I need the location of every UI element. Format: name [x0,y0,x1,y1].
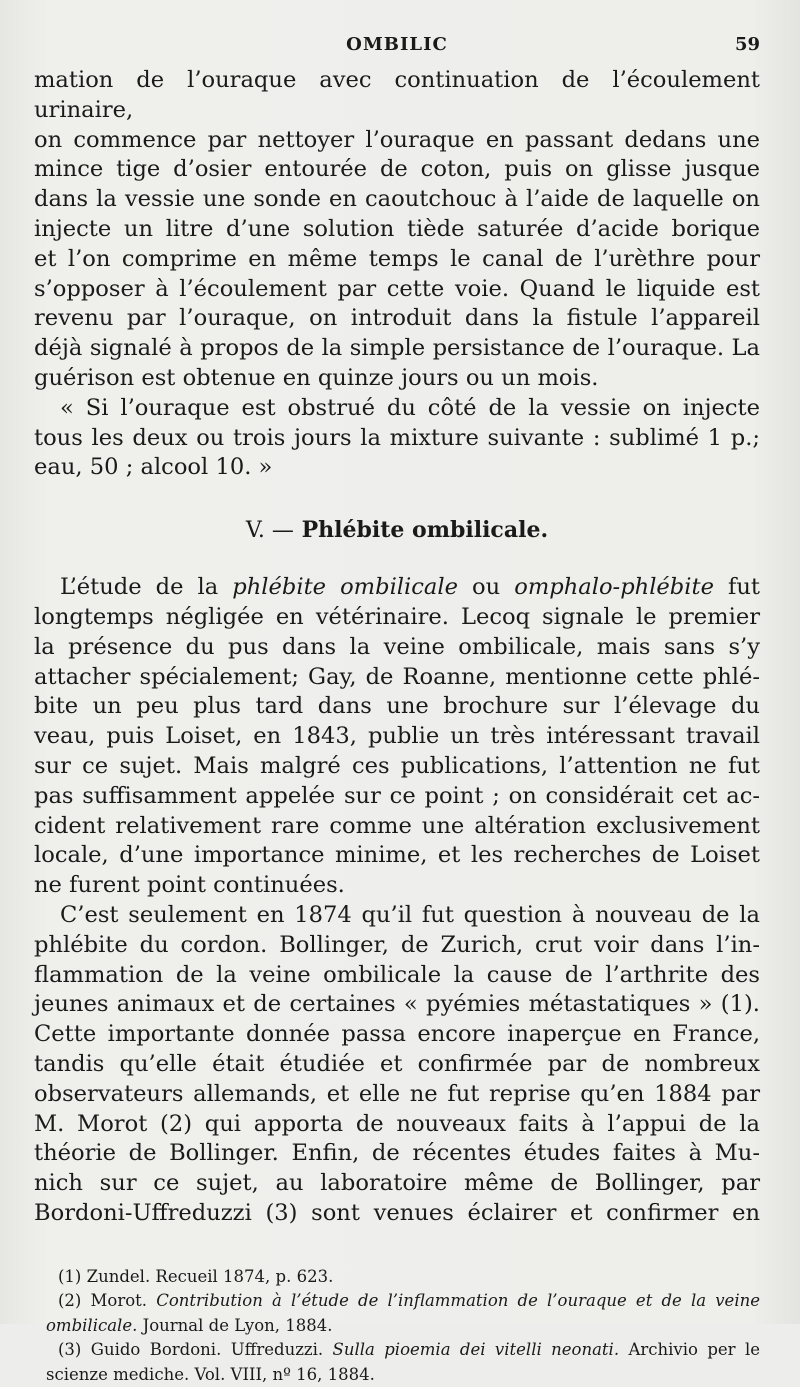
text-line: la présence du pus dans la veine ombilicale, mais sans s’y [34,633,760,660]
text-run: fut [728,574,760,601]
footnote-author: (2) Morot. [58,1291,148,1311]
footnotes [34,1265,760,1387]
text-line: pas suffisamment appelée sur ce point ; on considérait cet ac- [34,782,760,809]
text-line: tous les deux ou trois jours la mixture suivante : sublimé 1 p.; [34,424,760,451]
text-line: injecte un litre d’une solution tiède saturée d’acide borique [34,215,760,242]
text-line: Bordoni-Uffreduzzi (3) sont venues éclairer et confirmer en [34,1199,760,1226]
text-line: et l’on comprime en même temps le canal de l’urèthre pour [34,245,760,272]
text-line: nich sur ce sujet, au laboratoire même de Bollinger, par [34,1170,760,1197]
text-line: longtemps négligée en vétérinaire. Lecoq signale le premier [34,603,760,630]
section-heading [34,517,760,543]
text-line: ne furent point continuées. [34,872,345,899]
running-header [34,26,760,66]
text-line: théorie de Bollinger. Enfin, de récentes études faites à Mu- [34,1140,760,1167]
paragraph-4 [34,901,760,1229]
text-line: tandis qu’elle était étudiée et confirmée par de nombreux [34,1050,760,1077]
text-line: flammation de la veine ombilicale la cause de l’arthrite des [34,961,760,988]
paragraph-1 [34,66,760,394]
text-line: bite un peu plus tard dans une brochure sur l’élevage du [34,693,760,720]
text-line: déjà signalé à propos de la simple persistance de l’ouraque. La [34,335,760,362]
footnote-1: (1) Zundel. Recueil 1874, p. 623. [58,1266,334,1286]
text-line: phlébite du cordon. Bollinger, de Zurich, crut voir dans l’in- [34,931,760,958]
page-number: 59 [734,34,760,55]
running-title: OMBILIC [346,34,448,55]
text-line: mation de l’ouraque avec continuation de l’écoulement urinaire, [34,67,760,123]
text-line: on commence par nettoyer l’ouraque en passant dedans une [34,126,760,153]
text-line: C’est seulement en 1874 qu’il fut question à nouveau de la [60,901,760,928]
text-line: attacher spécialement; Gay, de Roanne, mentionne cette phlé- [34,663,760,690]
italic-term: omphalo-phlébite [514,574,714,601]
text-line: jeunes animaux et de certaines « pyémies métastatiques » (1). [34,991,760,1018]
text-line: « Si l’ouraque est obstrué du côté de la vessie on injecte [60,394,760,421]
text-line: mince tige d’osier entourée de coton, puis on glisse jusque [34,156,760,183]
footnote-source: Journal de Lyon, 1884. [142,1315,333,1335]
text-run: ou [472,574,501,601]
section-number: V. — [245,518,294,544]
text-line: cident relativement rare comme une altération exclusivement [34,812,760,839]
italic-term: phlébite ombilicale [232,574,458,601]
footnote-3 [34,1338,760,1387]
paragraph-3 [34,573,760,901]
footnote-source: Archivio per le scienze mediche. Vol. VIII, nº 16, 1884. [46,1340,761,1384]
text-line: s’opposer à l’écoulement par cette voie. Quand le liquide est [34,275,760,302]
section-title: Phlébite ombilicale. [301,517,549,544]
text-line: revenu par l’ouraque, on introduit dans la fistule l’appareil [34,305,760,332]
paragraph-2 [34,394,760,483]
footnote-title: Sulla pioemia dei vitelli neonati. [332,1340,620,1360]
text-line: Cette importante donnée passa encore inaperçue en France, [34,1021,760,1048]
footnote-author: (3) Guido Bordoni. Uffreduzzi. [58,1340,324,1360]
text-line: dans la vessie une sonde en caoutchouc à l’aide de laquelle on [34,186,760,213]
text-line [34,573,760,603]
text-line: veau, puis Loiset, en 1843, publie un très intéressant travail [34,723,760,750]
footnote-title: Contribution à l’étude de l’inflammation de l’ouraque et de la veine ombilicale. [46,1291,760,1335]
text-line: sur ce sujet. Mais malgré ces publications, l’attention ne fut [34,752,760,779]
text-line: M. Morot (2) qui apporta de nouveaux faits à l’appui de la [34,1110,760,1137]
text-line: locale, d’une importance minime, et les recherches de Loiset [34,842,760,869]
text-line: observateurs allemands, et elle ne fut reprise qu’en 1884 par [34,1080,760,1107]
text-run: L’étude de la [60,574,219,601]
text-line: eau, 50 ; alcool 10. » [34,454,273,481]
footnote-2 [34,1289,760,1338]
body-text [34,66,760,1229]
text-line: guérison est obtenue en quinze jours ou un mois. [34,364,599,391]
